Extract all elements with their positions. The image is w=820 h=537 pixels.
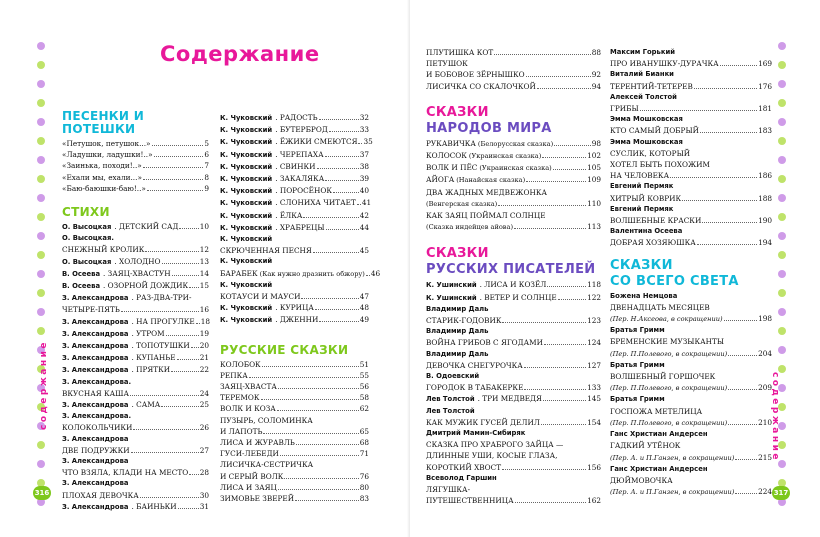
decorative-dot: [778, 251, 786, 259]
toc-entry[interactable]: И БОБОВОЕ ЗЁРНЫШКО 92: [426, 70, 601, 80]
toc-entry[interactable]: РУКАВИЧКА (Белорусская сказка) 98: [426, 138, 601, 148]
toc-entry[interactable]: И ЛАПОТЬ 65: [220, 426, 369, 436]
toc-entry[interactable]: ВКУСНАЯ КАША 24: [62, 388, 209, 398]
decorative-dot: [37, 118, 45, 126]
toc-author: Максим Горький: [610, 48, 675, 56]
toc-entry[interactable]: ПРО ИВАНУШКУ-ДУРАЧКА 169: [610, 59, 772, 69]
toc-author: З. Александрова: [62, 457, 129, 466]
toc-entry[interactable]: К. Чуковский . СЛОНИХА ЧИТАЕТ 41: [220, 198, 372, 208]
toc-author: З. Александрова.: [62, 377, 132, 386]
toc-entry[interactable]: «Ладушки, ладушки!..» 6: [62, 150, 209, 160]
page-number-right: 317: [772, 486, 790, 500]
toc-entry[interactable]: ВОЙНА ГРИБОВ С ЯГОДАМИ 124: [426, 338, 601, 348]
toc-entry[interactable]: ДОБРАЯ ХОЗЯЮШКА 194: [610, 238, 772, 248]
toc-author: К. Чуковский: [220, 235, 273, 244]
toc-author: Всеволод Гаршин: [426, 473, 497, 482]
toc-entry[interactable]: ТЕРЕНТИЙ-ТЕТЕРЕВ 176: [610, 81, 772, 91]
toc-title-line: ГАДКИЙ УТЁНОК: [610, 441, 681, 451]
toc-author: З. Александрова: [62, 479, 129, 488]
decorative-dot: [37, 61, 45, 69]
toc-entry[interactable]: ВОЛК И ПЁС (Украинская сказка) 105: [426, 163, 601, 173]
chukovsky-list: [220, 112, 381, 327]
toc-entry[interactable]: ГУСИ-ЛЕБЕДИ 71: [220, 449, 369, 459]
toc-title-line: ДВА ЖАДНЫХ МЕДВЕЖОНКА: [426, 187, 547, 197]
toc-title-line: ДЛИННЫЕ УШИ, КОСЫЕ ГЛАЗА,: [426, 451, 558, 461]
decorative-dot: [37, 289, 45, 297]
toc-author: Ганс Христиан Андерсен: [610, 464, 708, 473]
toc-entry[interactable]: ЛИСА И ЖУРАВЛЬ 68: [220, 438, 369, 448]
toc-entry[interactable]: (Сказка индейцев айова) 113: [426, 222, 601, 232]
toc-title-line: ЛЯГУШКА-: [426, 485, 471, 495]
decorative-dot: [778, 232, 786, 240]
toc-title-line: ПЕТУШОК: [426, 59, 468, 69]
page-number-left: 316: [33, 486, 51, 500]
decorative-dot: [37, 270, 45, 278]
toc-entry[interactable]: КОТАУСИ И МАУСИ 47: [220, 292, 369, 302]
toc-title-line: СКАЗКА ПРО ХРАБРОГО ЗАЙЦА —: [426, 440, 564, 450]
russian-tales-list-2: [220, 437, 369, 459]
decorative-dot: [37, 175, 45, 183]
toc-title-line: ПУЗЫРЬ, СОЛОМИНКА: [220, 415, 313, 425]
toc-entry[interactable]: О. Высоцкая . ХОЛОДНО 13: [62, 256, 209, 266]
toc-title-line: ДВЕНАДЦАТЬ МЕСЯЦЕВ: [610, 302, 710, 312]
section-title-russian-tales: РУССКИЕ СКАЗКИ: [220, 342, 349, 357]
toc-entry[interactable]: К. Ушинский . ВЕТЕР И СОЛНЦЕ 122: [426, 292, 601, 302]
toc-author: Братья Гримм: [610, 360, 665, 369]
toc-entry[interactable]: «Заинька, походи!..» 7: [62, 161, 209, 171]
decorative-dot: [37, 308, 45, 316]
toc-entry[interactable]: В. Осеева . ЗАЯЦ-ХВАСТУН 14: [62, 268, 209, 278]
decorative-dot: [37, 137, 45, 145]
toc-column-2: [220, 112, 381, 504]
toc-entry[interactable]: «Петушок, петушок...» 5: [62, 139, 209, 148]
toc-entry[interactable]: ПЛОХАЯ ДЕВОЧКА 30: [62, 490, 209, 500]
decorative-dot: [778, 194, 786, 202]
toc-title-line: СУСЛИК, КОТОРЫЙ: [610, 148, 691, 158]
toc-entry[interactable]: З. Александрова . РАЗ-ДВА-ТРИ-: [62, 293, 192, 303]
toc-entry[interactable]: КОЛОБОК 51: [220, 359, 369, 369]
toc-column-1: [62, 110, 209, 513]
toc-entry[interactable]: ЗИМОВЬЕ ЗВЕРЕЙ 83: [220, 494, 369, 504]
toc-entry[interactable]: З. Александрова . ПРЯТКИ 22: [62, 365, 209, 375]
decorative-dot: [778, 80, 786, 88]
toc-entry[interactable]: СТАРИК-ГОДОВИК 123: [426, 316, 601, 326]
toc-entry[interactable]: ЛИСА И ЗАЯЦ 80: [220, 482, 369, 492]
toc-entry[interactable]: ПУТЕШЕСТВЕННИЦА 162: [426, 496, 601, 506]
toc-column-4: [610, 47, 772, 498]
toc-entry[interactable]: З. Александрова . КУПАНЬЕ 21: [62, 353, 209, 363]
section-title-world-fairy-tales-2: СО ВСЕГО СВЕТА: [610, 273, 739, 289]
toc-entry[interactable]: СКРЮЧЕННАЯ ПЕСНЯ 45: [220, 246, 369, 256]
section-title-world-fairy-tales: СКАЗКИ: [610, 257, 673, 273]
decorative-dot: [37, 156, 45, 164]
toc-author: З. Александрова.: [62, 412, 132, 421]
right-page: [410, 0, 820, 537]
russian-tales-list-3: [220, 482, 369, 504]
decorative-dot: [778, 137, 786, 145]
toc-entry[interactable]: И СЕРЫЙ ВОЛК 76: [220, 471, 369, 481]
decorative-dot: [778, 289, 786, 297]
toc-entry[interactable]: Лев Толстой . ТРИ МЕДВЕДЯ 145: [426, 394, 601, 404]
decorative-dot: [37, 327, 45, 335]
toc-entry[interactable]: КОЛОКОЛЬЧИКИ 26: [62, 423, 209, 433]
toc-entry[interactable]: (Пер. П.Полевого, в сокращении) 209: [610, 383, 772, 393]
decorative-dot: [778, 346, 786, 354]
section-title-world-tales: СКАЗКИ: [426, 104, 489, 120]
toc-entry[interactable]: ГРИБЫ 181: [610, 104, 772, 114]
vertical-label-left: содержание: [39, 340, 49, 430]
decorative-dot: [37, 99, 45, 107]
toc-author: Владимир Даль: [426, 327, 489, 336]
decorative-dot: [778, 327, 786, 335]
decorative-dot: [37, 194, 45, 202]
toc-author: Эмма Мошковская: [610, 115, 683, 124]
toc-entry[interactable]: К. Чуковский . ПОРОСЁНОК 40: [220, 186, 369, 196]
decorative-dot: [778, 99, 786, 107]
decorative-dot: [37, 232, 45, 240]
toc-entry[interactable]: К. Чуковский . БУТЕРБРОД 33: [220, 125, 369, 135]
toc-entry[interactable]: КТО САМЫЙ ДОБРЫЙ 183: [610, 126, 772, 136]
toc-author: Виталий Бианки: [610, 70, 674, 79]
toc-title-line: ГОСПОЖА МЕТЕЛИЦА: [610, 406, 703, 416]
toc-entry[interactable]: О. Высоцкая . ДЕТСКИЙ САД 10: [62, 222, 209, 232]
toc-title-line: ДЮЙМОВОЧКА: [610, 475, 673, 485]
toc-author: Эмма Мошковская: [610, 137, 683, 146]
toc-title-line: КАК ЗАЯЦ ПОЙМАЛ СОЛНЦЕ: [426, 211, 546, 221]
toc-entry[interactable]: ГОРОДОК В ТАБАКЕРКЕ 133: [426, 383, 601, 393]
decorative-dot: [778, 61, 786, 69]
toc-author: Братья Гримм: [610, 326, 665, 335]
toc-entry[interactable]: К. Чуковский . СВИНКИ 38: [220, 161, 369, 171]
toc-author: Валентина Осеева: [610, 227, 683, 236]
toc-author: В. Одоевский: [426, 372, 480, 381]
toc-entry[interactable]: З. Александрова . НА ПРОГУЛКЕ 18: [62, 316, 211, 326]
toc-entry[interactable]: (Пер. П.Полевого, в сокращении) 210: [610, 417, 772, 427]
toc-entry[interactable]: РЕПКА 55: [220, 370, 369, 380]
toc-entry[interactable]: ДВЕ ПОДРУЖКИ 27: [62, 445, 209, 455]
toc-entry[interactable]: КАК МУЖИК ГУСЕЙ ДЕЛИЛ 154: [426, 417, 601, 427]
toc-entry[interactable]: «Баю-баюшки-баю!..» 9: [62, 183, 209, 193]
toc-entry[interactable]: К. Ушинский . ЛИСА И КОЗЁЛ 118: [426, 280, 601, 290]
toc-entry[interactable]: АЙОГА (Нанайская сказка) 109: [426, 175, 601, 185]
decorative-dot: [778, 308, 786, 316]
toc-entry[interactable]: СНЕЖНЫЙ КРОЛИК 12: [62, 245, 209, 255]
decorative-dot: [778, 270, 786, 278]
toc-entry[interactable]: З. Александрова . БАИНЬКИ 31: [62, 501, 209, 511]
toc-title-line: БРЕМЕНСКИЕ МУЗЫКАНТЫ: [610, 337, 725, 347]
decorative-dot: [778, 175, 786, 183]
section-title-poems: СТИХИ: [62, 205, 110, 220]
toc-entry[interactable]: К. Чуковский . ЗАКАЛЯКА 39: [220, 174, 369, 184]
toc-entry[interactable]: ВОЛШЕБНЫЕ КРАСКИ 190: [610, 216, 772, 226]
russian-tales-list: [220, 359, 369, 415]
page-title: Содержание: [160, 42, 320, 66]
toc-author: З. Александрова: [62, 434, 129, 443]
toc-author: К. Чуковский: [220, 280, 273, 289]
toc-entry[interactable]: НА ЧЕЛОВЕКА 186: [610, 171, 772, 181]
toc-entry[interactable]: ДЕВОЧКА СНЕГУРОЧКА 127: [426, 360, 601, 370]
toc-entry[interactable]: КОЛОСОК (Украинская сказка) 102: [426, 151, 601, 161]
toc-entry[interactable]: ХИТРЫЙ КОВРИК 188: [610, 193, 772, 203]
toc-entry[interactable]: (Венгерская сказка) 110: [426, 198, 601, 208]
decorative-dot: [778, 156, 786, 164]
decorative-dot: [778, 213, 786, 221]
toc-entry[interactable]: (Пер. Н.Аксеова, в сокращении) 198: [610, 314, 772, 324]
toc-author: Лев Толстой: [426, 406, 475, 415]
toc-author: Дмитрий Мамин-Сибиряк: [426, 429, 526, 438]
toc-entry[interactable]: К. Чуковский . ЧЕРЕПАХА 37: [220, 149, 369, 159]
toc-entry[interactable]: (Пер. А. и П.Ганзен, в сокращении) 224: [610, 487, 772, 497]
decorative-dot: [778, 42, 786, 50]
toc-author: Владимир Даль: [426, 349, 489, 358]
toc-author: Евгений Пермяк: [610, 182, 674, 191]
toc-title-line: ЛИСИЧКА-СЕСТРИЧКА: [220, 460, 314, 470]
section-title-world-tales-2: НАРОДОВ МИРА: [426, 120, 552, 136]
toc-entry[interactable]: З. Александрова . САМА 25: [62, 400, 209, 410]
section-title-writers-tales-2: РУССКИХ ПИСАТЕЛЕЙ: [426, 262, 596, 278]
toc-entry[interactable]: З. Александрова . УТРОМ 19: [62, 328, 209, 338]
toc-entry[interactable]: «Ехали мы, ехали...» 8: [62, 172, 209, 182]
toc-author: Алексей Толстой: [610, 92, 677, 101]
toc-entry[interactable]: КОРОТКИЙ ХВОСТ 156: [426, 462, 601, 472]
toc-entry[interactable]: К. Чуковский . РАДОСТЬ 32: [220, 113, 369, 122]
toc-author: Божена Немцова: [610, 291, 678, 300]
toc-entry[interactable]: К. Чуковский . ЁЖИКИ СМЕЮТСЯ 35: [220, 137, 373, 147]
toc-column-3: [426, 47, 601, 507]
decorative-dot: [37, 80, 45, 88]
toc-entry[interactable]: БАРАБЕК (Как нужно дразнить обжору) 46: [220, 268, 381, 278]
toc-entry[interactable]: К. Чуковский . ХРАБРЕЦЫ 44: [220, 222, 369, 232]
toc-author: О. Высоцкая.: [62, 234, 114, 243]
toc-entry[interactable]: В. Осеева . ОЗОРНОЙ ДОЖДИК 15: [62, 281, 209, 291]
decorative-dot: [37, 213, 45, 221]
toc-entry[interactable]: ЧТО ВЗЯЛА, КЛАДИ НА МЕСТО 28: [62, 468, 209, 478]
toc-entry[interactable]: ТЕРЕМОК 58: [220, 393, 369, 403]
toc-entry[interactable]: (Пер. П.Полевого, в сокращении) 204: [610, 348, 772, 358]
toc-entry[interactable]: К. Чуковский . ЁЛКА 42: [220, 210, 369, 220]
toc-entry[interactable]: ЗАЯЦ-ХВАСТА 56: [220, 382, 369, 392]
decorative-dot: [37, 460, 45, 468]
decorative-dot: [37, 251, 45, 259]
toc-author: Ганс Христиан Андерсен: [610, 430, 708, 439]
toc-author: Братья Гримм: [610, 395, 665, 404]
toc-entry[interactable]: З. Александрова . ТОПОТУШКИ 20: [62, 341, 209, 351]
toc-entry[interactable]: К. Чуковский . КУРИЦА 48: [220, 303, 369, 313]
decorative-dot: [37, 441, 45, 449]
toc-entry[interactable]: (Пер. А. и П.Ганзен, в сокращении) 215: [610, 452, 772, 462]
vertical-label-right: содержание: [770, 372, 780, 462]
toc-author: Евгений Пермяк: [610, 204, 674, 213]
toc-title-line: ХОТЕЛ БЫТЬ ПОХОЖИМ: [610, 160, 710, 170]
decorative-dot: [37, 42, 45, 50]
decorative-dot: [778, 118, 786, 126]
toc-title-line: ВОЛШЕБНЫЙ ГОРШОЧЕК: [610, 372, 716, 382]
toc-author: К. Чуковский: [220, 257, 273, 266]
songs-list: [62, 138, 209, 194]
toc-entry[interactable]: ЛИСИЧКА СО СКАЛОЧКОЙ 94: [426, 81, 601, 91]
section-title-writers-tales: СКАЗКИ: [426, 246, 489, 262]
toc-entry[interactable]: ПЛУТИШКА КОТ 88: [426, 48, 601, 57]
toc-entry[interactable]: ВОЛК И КОЗА 62: [220, 404, 369, 414]
section-title-songs: ПЕСЕНКИ И ПОТЕШКИ: [62, 109, 145, 136]
toc-entry[interactable]: ЧЕТЫРЕ-ПЯТЬ 16: [62, 305, 209, 315]
toc-author: Владимир Даль: [426, 304, 489, 313]
toc-entry[interactable]: К. Чуковский . ДЖЕННИ 49: [220, 315, 369, 325]
